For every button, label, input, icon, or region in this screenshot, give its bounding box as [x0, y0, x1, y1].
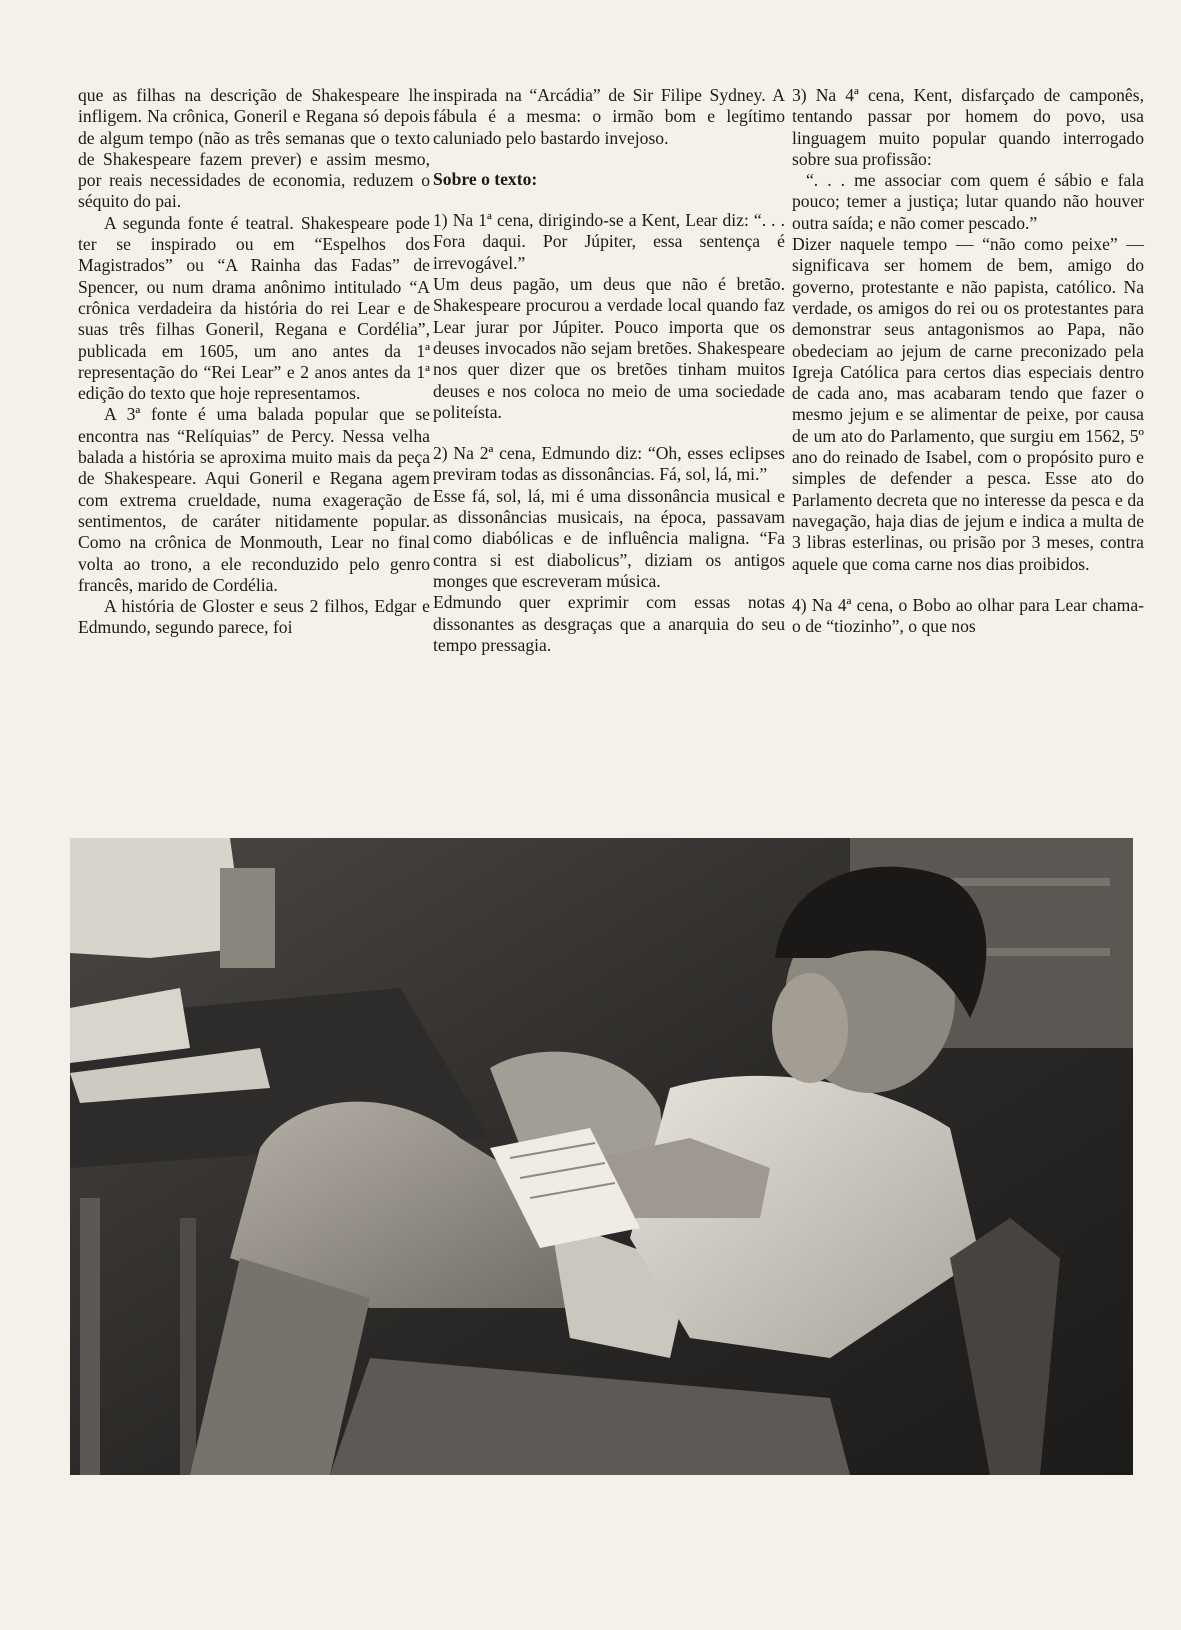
note-paragraph: 1) Na 1ª cena, dirigindo-se a Kent, Lear diz: “. . . Fora daqui. Por Júpiter, essa sentença é irrevogável.” — [433, 210, 785, 273]
photo-icon — [70, 838, 1133, 1475]
paragraph: A segunda fonte é teatral. Shakespeare pode ter se inspirado ou em “Espelhos dos Magistrados” ou “A Rainha das Fadas” de Spencer, ou num drama anônimo intitulado “A crônica verdadeira da história do rei Lear e de suas três filhas Goneril, Regana e Cordélia”, publicada em 1605, um ano antes da 1ª representação do “Rei Lear” e 2 anos antes da 1ª edição do texto que hoje representamos. — [78, 212, 430, 404]
quote: “. . . me associar com quem é sábio e fala pouco; temer a justiça; lutar quando não houver outra saída; e não comer pescado.” — [792, 170, 1144, 233]
paragraph: A história de Gloster e seus 2 filhos, Edgar e Edmundo, segundo parece, foi — [78, 596, 430, 638]
paragraph: Esse fá, sol, lá, mi é uma dissonância musical e as dissonâncias musicais, na época, passavam como diabólicas e de influência maligna. “Fa contra si est diabolicus”, diziam os antigos monges que escreveram música. — [433, 485, 785, 591]
note-paragraph: 4) Na 4ª cena, o Bobo ao olhar para Lear chama-o de “tiozinho”, o que nos — [792, 594, 1144, 637]
photo-young-man-reading — [70, 838, 1133, 1475]
note-paragraph: 2) Na 2ª cena, Edmundo diz: “Oh, esses eclipses previram todas as dissonâncias. Fá, sol, lá, mi.” — [433, 443, 785, 485]
text-column-left — [78, 85, 430, 639]
paragraph: inspirada na “Arcádia” de Sir Filipe Sydney. A fábula é a mesma: o irmão bom e legítimo caluniado pelo bastardo invejoso. — [433, 85, 785, 148]
section-heading: Sobre o texto: — [433, 168, 538, 189]
text-column-middle — [433, 85, 785, 656]
paragraph: Edmundo quer exprimir com essas notas dissonantes as desgraças que a anarquia do seu tempo pressagia. — [433, 592, 785, 655]
paragraph: A 3ª fonte é uma balada popular que se encontra nas “Relíquias” de Percy. Nessa velha balada a história se aproxima muito mais da peça de Shakespeare. Aqui Goneril e Regana agem com extrema crueldade, numa exageração de sentimentos, de caráter nitidamente popular. Como na crônica de Monmouth, Lear no final volta ao trono, a ele reconduzido pelo genro francês, marido de Cordélia. — [78, 404, 430, 595]
note-paragraph: 3) Na 4ª cena, Kent, disfarçado de camponês, tentando passar por homem do povo, usa linguagem muito popular quando interrogado sobre sua profissão: — [792, 85, 1144, 169]
paragraph: Dizer naquele tempo — “não como peixe” — significava ser homem de bem, amigo do governo, protestante e não papista, católico. Na verdade, os amigos do rei ou os protestantes para demonstrar seus antagonismos ao Papa, não obedeciam ao jejum de carne preconizado pela Igreja Católica para certos dias especiais dentro de cada ano, mas acabaram tendo que fazer o mesmo jejum e se alimentar de peixe, por causa de um ato do Parlamento, que surgiu em 1562, 5º ano do reinado de Isabel, com o propósito puro e simples de defender a pesca. Esse ato do Parlamento decreta que no interesse da pesca e da navegação, haja dias de jejum e indica a multa de 3 libras esterlinas, ou prisão por 3 meses, contra aquele que coma carne nos dias proibidos. — [792, 234, 1144, 574]
text-column-right — [792, 85, 1144, 637]
paragraph: Um deus pagão, um deus que não é bretão. Shakespeare procurou a verdade local quando faz Lear jurar por Júpiter. Pouco importa que os deuses invocados não sejam bretões. Shakespeare nos quer dizer que os bretões tinham muitos deuses e nos coloca no meio de uma sociedade politeísta. — [433, 274, 785, 422]
paragraph: que as filhas na descrição de Shakespeare lhe infligem. Na crônica, Goneril e Regana só depois de algum tempo (não as três semanas que o texto de Shakespeare fazem prever) e assim mesmo, por reais necessidades de economia, reduzem o séquito do pai. — [78, 85, 430, 212]
